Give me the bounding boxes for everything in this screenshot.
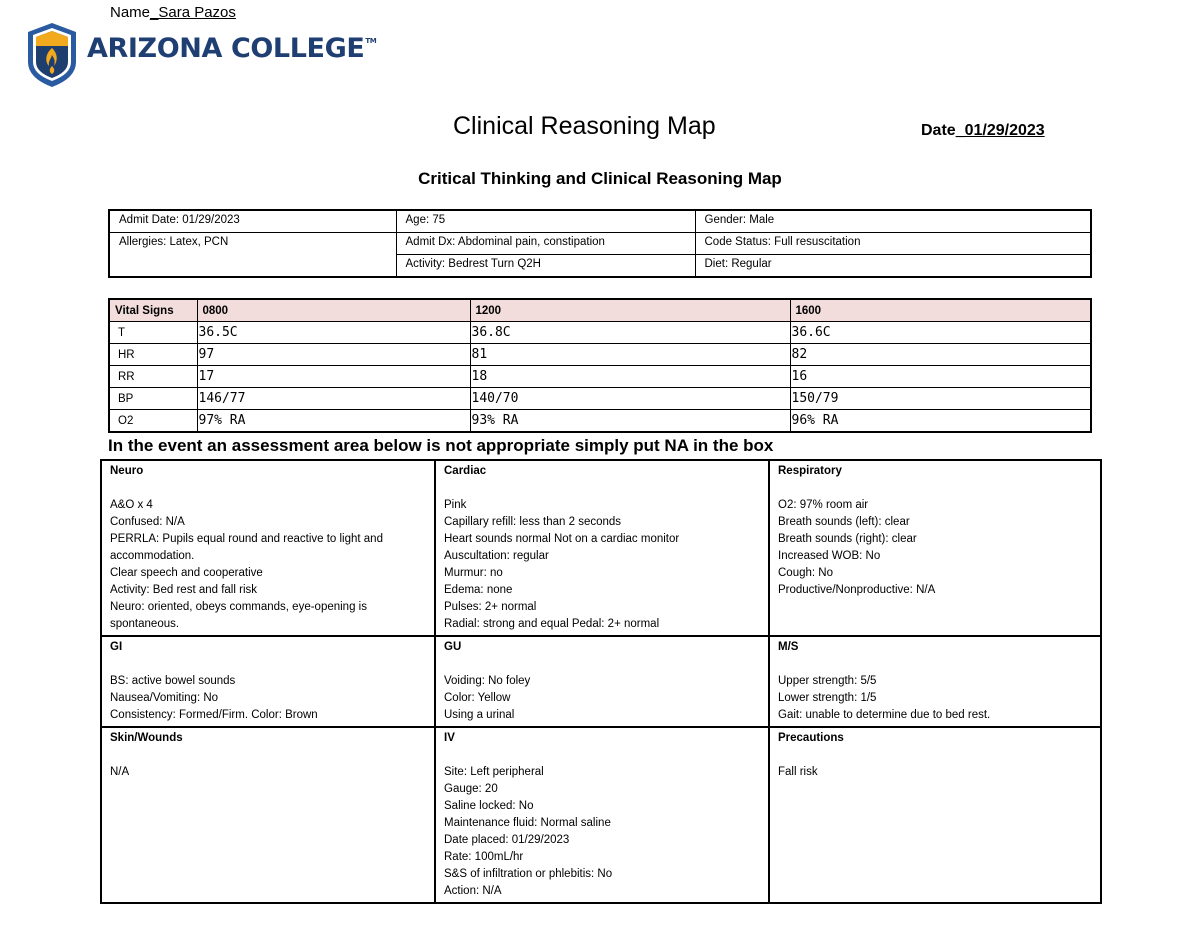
vital-value: 36.5C bbox=[197, 322, 470, 344]
vitals-header-row bbox=[109, 299, 1091, 322]
section-line: spontaneous. bbox=[110, 618, 180, 630]
vital-value: 81 bbox=[470, 344, 790, 366]
vital-value: 140/70 bbox=[470, 388, 790, 410]
section-spacer bbox=[444, 656, 760, 673]
diet: Diet: Regular bbox=[695, 255, 1091, 278]
section-line: Capillary refill: less than 2 seconds bbox=[444, 516, 622, 528]
vitals-header-cell: 1600 bbox=[790, 299, 1091, 322]
section-line: Cough: No bbox=[778, 567, 833, 579]
section-line: Consistency: Formed/Firm. Color: Brown bbox=[110, 709, 318, 721]
arizona-college-logo bbox=[27, 22, 377, 88]
section-spacer bbox=[778, 656, 1092, 673]
section-line: Gauge: 20 bbox=[444, 783, 498, 795]
student-name bbox=[110, 4, 236, 21]
section-line: Auscultation: regular bbox=[444, 550, 549, 562]
vital-label: HR bbox=[109, 344, 197, 366]
age: Age: 75 bbox=[396, 210, 695, 233]
page-title: Clinical Reasoning Map bbox=[453, 112, 716, 140]
section-line: Increased WOB: No bbox=[778, 550, 881, 562]
instruction-text: In the event an assessment area below is not appropriate simply put NA in the box bbox=[108, 436, 774, 455]
vital-label: T bbox=[109, 322, 197, 344]
vital-value: 18 bbox=[470, 366, 790, 388]
section-line: Heart sounds normal Not on a cardiac monitor bbox=[444, 533, 680, 545]
vitals-header-cell: 1200 bbox=[470, 299, 790, 322]
section-spacer bbox=[444, 480, 760, 497]
section-line: Radial: strong and equal Pedal: 2+ normal bbox=[444, 618, 660, 630]
section-line: Pink bbox=[444, 499, 467, 511]
precautions-section bbox=[769, 727, 1101, 903]
section-line: Pulses: 2+ normal bbox=[444, 601, 537, 613]
section-line: Site: Left peripheral bbox=[444, 766, 544, 778]
name-value: _Sara Pazos bbox=[150, 4, 236, 21]
date-value: _01/29/2023 bbox=[955, 122, 1045, 139]
section-line: O2: 97% room air bbox=[778, 499, 869, 511]
section-line: Breath sounds (left): clear bbox=[778, 516, 910, 528]
section-line: Maintenance fluid: Normal saline bbox=[444, 817, 611, 829]
vitals-row-hr bbox=[109, 344, 1091, 366]
iv-section bbox=[435, 727, 769, 903]
vital-value: 82 bbox=[790, 344, 1091, 366]
ms-section bbox=[769, 636, 1101, 727]
activity: Activity: Bedrest Turn Q2H bbox=[396, 255, 695, 278]
section-line: A&O x 4 bbox=[110, 499, 153, 511]
section-line: Confused: N/A bbox=[110, 516, 185, 528]
section-line: Color: Yellow bbox=[444, 692, 511, 704]
section-line: Fall risk bbox=[778, 766, 818, 778]
vital-value: 36.6C bbox=[790, 322, 1091, 344]
vital-value: 97% RA bbox=[197, 410, 470, 433]
vital-value: 36.8C bbox=[470, 322, 790, 344]
section-line: Productive/Nonproductive: N/A bbox=[778, 584, 936, 596]
respiratory-section bbox=[769, 460, 1101, 636]
vital-value: 146/77 bbox=[197, 388, 470, 410]
vital-label: O2 bbox=[109, 410, 197, 433]
section-line: Saline locked: No bbox=[444, 800, 534, 812]
vitals-row-t bbox=[109, 322, 1091, 344]
vitals-row-bp bbox=[109, 388, 1091, 410]
vitals-row-rr bbox=[109, 366, 1091, 388]
section-line: BS: active bowel sounds bbox=[110, 675, 236, 687]
section-line: Lower strength: 1/5 bbox=[778, 692, 877, 704]
section-spacer bbox=[444, 747, 760, 764]
section-title: GI bbox=[110, 641, 123, 653]
vital-value: 96% RA bbox=[790, 410, 1091, 433]
section-line: S&S of infiltration or phlebitis: No bbox=[444, 868, 613, 880]
vital-label: RR bbox=[109, 366, 197, 388]
shield-flame-icon bbox=[27, 22, 77, 88]
code-status: Code Status: Full resuscitation bbox=[695, 233, 1091, 255]
section-line: Neuro: oriented, obeys commands, eye-opening is bbox=[110, 601, 367, 613]
admit-dx: Admit Dx: Abdominal pain, constipation bbox=[396, 233, 695, 255]
vitals-row-o2 bbox=[109, 410, 1091, 433]
gu-section bbox=[435, 636, 769, 727]
section-title: Cardiac bbox=[444, 465, 487, 477]
vital-value: 17 bbox=[197, 366, 470, 388]
section-title: IV bbox=[444, 732, 455, 744]
section-line: Gait: unable to determine due to bed rest. bbox=[778, 709, 991, 721]
section-title: Skin/Wounds bbox=[110, 732, 183, 744]
vital-value: 16 bbox=[790, 366, 1091, 388]
section-line: Upper strength: 5/5 bbox=[778, 675, 877, 687]
logo-wordmark: ARIZONA COLLEGE™ bbox=[87, 33, 377, 64]
section-title: Neuro bbox=[110, 465, 144, 477]
section-line: Action: N/A bbox=[444, 885, 502, 897]
vital-value: 150/79 bbox=[790, 388, 1091, 410]
section-spacer bbox=[110, 480, 426, 497]
section-line: Edema: none bbox=[444, 584, 513, 596]
name-label: Name bbox=[110, 4, 151, 21]
gender: Gender: Male bbox=[695, 210, 1091, 233]
vitals-header-cell: 0800 bbox=[197, 299, 470, 322]
section-title: M/S bbox=[778, 641, 799, 653]
assessment-grid bbox=[100, 459, 1102, 904]
vital-signs-table bbox=[108, 298, 1092, 433]
section-spacer bbox=[110, 747, 426, 764]
vital-label: BP bbox=[109, 388, 197, 410]
section-line: Using a urinal bbox=[444, 709, 515, 721]
vital-value: 97 bbox=[197, 344, 470, 366]
vital-value: 93% RA bbox=[470, 410, 790, 433]
subtitle: Critical Thinking and Clinical Reasoning Map bbox=[418, 169, 782, 188]
cardiac-section bbox=[435, 460, 769, 636]
section-line: Murmur: no bbox=[444, 567, 503, 579]
date-field bbox=[921, 122, 1045, 140]
section-line: Breath sounds (right): clear bbox=[778, 533, 917, 545]
admit-date: Admit Date: 01/29/2023 bbox=[109, 210, 396, 233]
section-spacer bbox=[778, 480, 1092, 497]
allergies: Allergies: Latex, PCN bbox=[109, 233, 396, 278]
skin-wounds-section bbox=[101, 727, 435, 903]
section-line: PERRLA: Pupils equal round and reactive to light and bbox=[110, 533, 383, 545]
section-line: Nausea/Vomiting: No bbox=[110, 692, 219, 704]
section-line: Date placed: 01/29/2023 bbox=[444, 834, 570, 846]
date-label: Date bbox=[921, 122, 956, 139]
vitals-header-cell: Vital Signs bbox=[109, 299, 197, 322]
section-spacer bbox=[778, 747, 1092, 764]
patient-info-table bbox=[108, 209, 1092, 278]
section-line: accommodation. bbox=[110, 550, 195, 562]
section-line: N/A bbox=[110, 766, 130, 778]
section-line: Voiding: No foley bbox=[444, 675, 531, 687]
section-title: Precautions bbox=[778, 732, 844, 744]
section-title: Respiratory bbox=[778, 465, 842, 477]
section-line: Rate: 100mL/hr bbox=[444, 851, 524, 863]
section-line: Clear speech and cooperative bbox=[110, 567, 263, 579]
neuro-section bbox=[101, 460, 435, 636]
section-title: GU bbox=[444, 641, 462, 653]
gi-section bbox=[101, 636, 435, 727]
section-spacer bbox=[110, 656, 426, 673]
section-line: Activity: Bed rest and fall risk bbox=[110, 584, 257, 596]
